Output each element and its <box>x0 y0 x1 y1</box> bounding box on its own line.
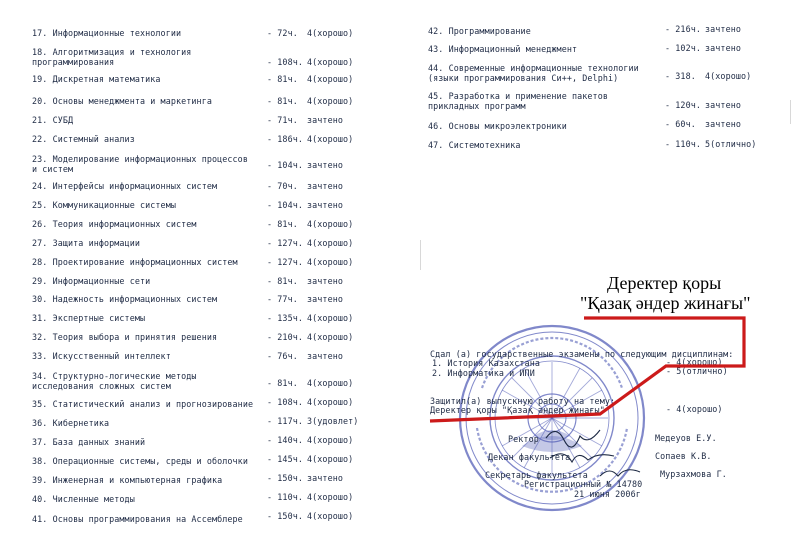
grade-38: 4(хорошо) <box>307 454 354 464</box>
grade-42: зачтено <box>705 24 741 34</box>
subject-25: 25. Коммуникационные системы <box>32 200 176 210</box>
subject-20: 20. Основы менеджмента и маркетинга <box>32 96 212 106</box>
grade-26: 4(хорошо) <box>307 219 354 229</box>
hours-46: - 60ч. <box>665 119 696 129</box>
subject-47: 47. Системотехника <box>428 140 521 150</box>
state-exam-1-grade: - 4(хорошо) <box>666 357 723 367</box>
rector-name: Медеуов Е.У. <box>655 433 717 443</box>
grade-18: 4(хорошо) <box>307 57 354 67</box>
hours-40: - 110ч. <box>267 492 303 502</box>
hours-43: - 102ч. <box>665 43 701 53</box>
grade-20: 4(хорошо) <box>307 96 354 106</box>
grade-33: зачтено <box>307 351 343 361</box>
grade-44: 4(хорошо) <box>705 71 752 81</box>
subject-36: 36. Кибернетика <box>32 418 110 428</box>
subject-31: 31. Экспертные системы <box>32 313 146 323</box>
hours-27: - 127ч. <box>267 238 303 248</box>
subject-30: 30. Надежность информационных систем <box>32 294 218 304</box>
state-exams-intro: Сдал (а) государственные экзамены по следующим дисциплинам: <box>430 349 734 359</box>
grade-32: 4(хорошо) <box>307 332 354 342</box>
hours-41: - 150ч. <box>267 511 303 521</box>
hours-26: - 81ч. <box>267 219 298 229</box>
subject-28: 28. Проектирование информационных систем <box>32 257 238 267</box>
hours-24: - 70ч. <box>267 181 298 191</box>
subject-26: 26. Теория информационных систем <box>32 219 197 229</box>
hours-31: - 135ч. <box>267 313 303 323</box>
thesis-label: Защитил(а) выпускную работу на тему: <box>430 396 616 406</box>
registration-number: Регистрационный № 14780 <box>524 479 643 489</box>
grade-30: зачтено <box>307 294 343 304</box>
subject-35: 35. Статистический анализ и прогнозирование <box>32 399 254 409</box>
grade-34: 4(хорошо) <box>307 378 354 388</box>
secretary-name: Мурзахмова Г. <box>660 469 727 479</box>
hours-39: - 150ч. <box>267 473 303 483</box>
grade-40: 4(хорошо) <box>307 492 354 502</box>
grade-19: 4(хорошо) <box>307 74 354 84</box>
subject-41: 41. Основы программирования на Ассемблере <box>32 514 243 524</box>
subject-34: 34. Структурно-логические методы исследования сложных систем <box>32 371 197 391</box>
subject-32: 32. Теория выбора и принятия решения <box>32 332 218 342</box>
hours-21: - 71ч. <box>267 115 298 125</box>
state-exam-1-subject: 1. История Казахстана <box>432 358 540 368</box>
subject-22: 22. Системный анализ <box>32 134 135 144</box>
hours-33: - 76ч. <box>267 351 298 361</box>
hours-30: - 77ч. <box>267 294 298 304</box>
subject-44: 44. Современные информационные технологии (языки программирования Си++, Delphi) <box>428 63 639 83</box>
thesis-topic: Деректер қоры "Қазақ әндер жинағы" <box>430 405 605 415</box>
hours-42: - 216ч. <box>665 24 701 34</box>
hours-25: - 104ч. <box>267 200 303 210</box>
issue-date: 21 июня 2006г <box>574 489 641 499</box>
grade-45: зачтено <box>705 100 741 110</box>
hours-28: - 127ч. <box>267 257 303 267</box>
hours-29: - 81ч. <box>267 276 298 286</box>
hours-38: - 145ч. <box>267 454 303 464</box>
grade-43: зачтено <box>705 43 741 53</box>
grade-29: зачтено <box>307 276 343 286</box>
grade-37: 4(хорошо) <box>307 435 354 445</box>
subject-17: 17. Информационные технологии <box>32 28 182 38</box>
hours-37: - 140ч. <box>267 435 303 445</box>
grade-22: 4(хорошо) <box>307 134 354 144</box>
hours-20: - 81ч. <box>267 96 298 106</box>
hours-47: - 110ч. <box>665 139 701 149</box>
grade-28: 4(хорошо) <box>307 257 354 267</box>
state-exam-2-subject: 2. Информатика и ИПИ <box>432 368 535 378</box>
grade-31: 4(хорошо) <box>307 313 354 323</box>
hours-45: - 120ч. <box>665 100 701 110</box>
subject-39: 39. Инженерная и компьютерная графика <box>32 475 223 485</box>
hours-18: - 108ч. <box>267 57 303 67</box>
grade-17: 4(хорошо) <box>307 28 354 38</box>
grade-47: 5(отлично) <box>705 139 757 149</box>
subject-21: 21. СУБД <box>32 115 74 125</box>
hours-19: - 81ч. <box>267 74 298 84</box>
grade-35: 4(хорошо) <box>307 397 354 407</box>
thesis-grade: - 4(хорошо) <box>666 404 723 414</box>
subject-40: 40. Численные методы <box>32 494 135 504</box>
grade-41: 4(хорошо) <box>307 511 354 521</box>
dean-label: Декан факультета <box>488 452 571 462</box>
hours-32: - 210ч. <box>267 332 303 342</box>
subject-38: 38. Операционные системы, среды и оболочки <box>32 456 248 466</box>
hours-17: - 72ч. <box>267 28 298 38</box>
hours-22: - 186ч. <box>267 134 303 144</box>
grade-24: зачтено <box>307 181 343 191</box>
grade-23: зачтено <box>307 160 343 170</box>
secretary-label: Секретарь факультета <box>485 470 588 480</box>
grade-36: 3(удовлет) <box>307 416 359 426</box>
grade-39: зачтено <box>307 473 343 483</box>
subject-43: 43. Информационный менеджмент <box>428 44 578 54</box>
state-exam-2-grade: - 5(отлично) <box>666 366 728 376</box>
hours-34: - 81ч. <box>267 378 298 388</box>
subject-42: 42. Программирование <box>428 26 531 36</box>
rector-label: Ректор <box>508 434 539 444</box>
subject-19: 19. Дискретная математика <box>32 74 161 84</box>
subject-27: 27. Защита информации <box>32 238 140 248</box>
subject-45: 45. Разработка и применение пакетов прикладных программ <box>428 91 608 111</box>
grade-25: зачтено <box>307 200 343 210</box>
hours-36: - 117ч. <box>267 416 303 426</box>
dean-name: Сопаев К.В. <box>655 451 712 461</box>
subject-18: 18. Алгоритмизация и технология программирования <box>32 47 192 67</box>
grade-27: 4(хорошо) <box>307 238 354 248</box>
subject-24: 24. Интерфейсы информационных систем <box>32 181 218 191</box>
hours-23: - 104ч. <box>267 160 303 170</box>
subject-23: 23. Моделирование информационных процессов и систем <box>32 154 248 174</box>
hours-35: - 108ч. <box>267 397 303 407</box>
subject-46: 46. Основы микроэлектроники <box>428 121 567 131</box>
subject-37: 37. База данных знаний <box>32 437 146 447</box>
grade-46: зачтено <box>705 119 741 129</box>
grade-21: зачтено <box>307 115 343 125</box>
hours-44: - 318. <box>665 71 696 81</box>
annotation-line-2: "Қазақ әндер жинағы" <box>580 293 751 313</box>
subject-29: 29. Информационные сети <box>32 276 151 286</box>
annotation-line-1: Деректер қоры <box>607 273 722 293</box>
subject-33: 33. Искусственный интеллект <box>32 351 171 361</box>
